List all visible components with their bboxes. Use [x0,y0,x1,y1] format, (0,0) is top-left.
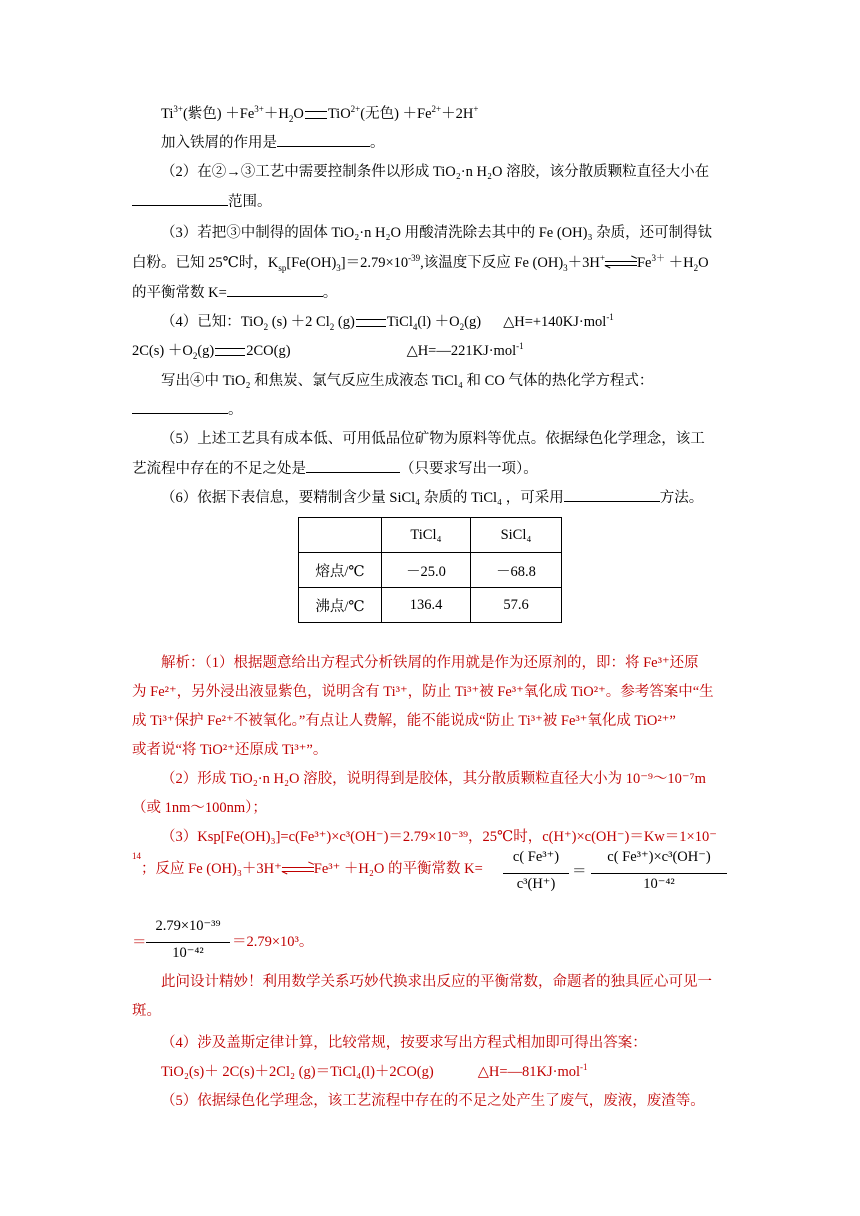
question-3-answer-line [132,282,337,304]
question-2-answer-line [132,191,272,213]
sup: -1 [606,312,614,323]
question-4-prompt: 写出④中 TiO₂ 和焦炭、氯气反应生成液态 TiCl₄ 和 CO 气体的热化学方程式： [161,373,654,389]
fraction-1-denominator: c³(H⁺) [516,876,556,892]
sub: 3 [336,262,341,273]
sup: 14 [132,851,141,862]
analysis-line: （3）Ksp[Fe(OH)₃]=c(Fe³⁺)×c³(OH⁻)＝2.79×10⁻³⁹，25℃时，c(H⁺)×c(OH⁻)＝Kw＝1×10⁻ [161,829,717,845]
fraction-2-bar [591,873,727,874]
table-cell: 沸点/℃ [299,588,382,623]
sup: -1 [516,341,524,352]
text: (g) [334,314,355,330]
fraction-3-bar [146,942,230,943]
sup: -39 [408,253,421,264]
text: ,该温度下反应 Fe (OH) [420,255,564,271]
answer-blank[interactable] [277,132,370,147]
text: △H=+140KJ·mol [503,314,607,330]
question-5-line: （5）上述工艺具有成本低、可用低品位矿物为原料等优点。依据绿色化学理念，该工 [161,431,705,447]
question-6-line [161,487,703,509]
sup: 2+ [431,104,442,115]
equilibrium-arrow-icon [282,865,314,875]
text: △H=—221KJ·mol [406,343,517,359]
text: ]＝2.79×10 [340,255,409,271]
text: 。 [228,402,243,418]
answer-blank[interactable] [564,487,660,502]
question-4-line-2 [132,340,524,362]
question-4-line [161,311,614,333]
text: (g) [197,343,215,359]
fraction-2-denominator: 10⁻⁴² [643,876,675,892]
text: (g) [464,314,482,330]
text: ＋H [263,106,289,122]
text: （4）已知：TiO [161,314,264,330]
text: (s) ＋2 Cl [268,314,330,330]
sub: 2 [192,350,198,361]
sub: 2 [263,321,269,332]
equals-text: ＝ [132,935,147,951]
text: 的平衡常数 K= [132,285,227,301]
text: Fe [636,255,652,271]
analysis-line: 斑。 [132,1003,161,1019]
fraction-1-numerator: c( Fe³⁺) [512,849,560,865]
question-2-line: （2）在②→③工艺中需要控制条件以形成 TiO₂·n H₂O 溶胶，该分散质颗粒直径大小在 [161,164,710,180]
sup: + [473,104,479,115]
text: Ti [161,106,174,122]
sup: 3+ [254,104,264,115]
question-3-line-2 [132,252,709,274]
analysis-line: （2）形成 TiO₂·n H₂O 溶胶，说明得到是胶体，其分散质颗粒直径大小为 10⁻⁹～10⁻⁷m [161,771,706,787]
table-cell: －25.0 [382,553,471,588]
equals-sign [356,319,386,327]
answer-blank[interactable] [132,399,228,414]
text: ＋3H [567,255,600,271]
question-5-answer-line [132,458,538,480]
table-row [299,553,562,588]
table-header-row [299,518,562,553]
text: TiO [327,106,351,122]
table-cell [299,518,382,553]
text: 。 [370,135,385,151]
text: [Fe(OH) [286,255,337,271]
equation-line-1 [161,103,478,125]
fraction-3-denominator: 10⁻⁴² [172,945,204,961]
analysis-line: 解析：（1）根据题意给出方程式分析铁屑的作用就是作为还原剂的，即：将 Fe³⁺还原 [161,655,699,671]
text: 白粉。已知 25℃时，K [132,255,279,271]
text: Fe³⁺ ＋H₂O 的平衡常数 K= [313,861,483,877]
analysis-equation-line [161,1061,588,1083]
sup: 3＋ [651,253,665,264]
text: O [698,255,709,271]
equals-sign [215,348,245,356]
sub: 2 [693,262,699,273]
text: O [293,106,304,122]
answer-blank[interactable] [132,191,228,206]
text: (紫色) ＋Fe [182,106,255,122]
text: ；反应 Fe (OH)₃＋3H⁺ [141,861,282,877]
text: 范围。 [228,194,272,210]
question-3-line: （3）若把③中制得的固体 TiO₂·n H₂O 用酸清洗除去其中的 Fe (OH)₃ 杂质，还可制得钛 [161,225,713,241]
analysis-line: 成 Ti³⁺保护 Fe²⁺不被氧化。”有点让人费解，能不能说成“防止 Ti³⁺被 Fe³⁺氧化成 TiO²⁺” [132,713,676,729]
analysis-equilibrium-line [132,851,483,880]
text: （6）依据下表信息，要精制含少量 SiCl₄ 杂质的 TiCl₄ ，可采用 [161,490,564,506]
table-cell: 熔点/℃ [299,553,382,588]
equals-text: ＝ [572,864,587,880]
sub: 2 [329,321,335,332]
text: 加入铁屑的作用是 [161,135,277,151]
text: 2C(s) ＋O [132,343,193,359]
sup: + [599,253,605,264]
sup: 2+ [350,104,361,115]
text: 。 [322,285,338,301]
sup: -1 [580,1062,588,1073]
answer-blank[interactable] [306,458,400,473]
fraction-3-numerator: 2.79×10⁻³⁹ [155,918,221,934]
text: 方法。 [659,490,704,506]
fraction-2-numerator: c( Fe³⁺)×c³(OH⁻) [607,849,711,865]
table-cell: TiCl₄ [382,518,471,553]
analysis-line: 为 Fe²⁺，另外浸出液显紫色，说明含有 Ti³⁺，防止 Ti³⁺被 Fe³⁺氧化成 TiO²⁺。参考答案中“生 [132,684,714,700]
analysis-line: （4）涉及盖斯定律计算，比较常规，按要求写出方程式相加即可得出答案： [161,1035,647,1051]
analysis-line: （或 1nm～100nm）； [132,800,267,816]
sub: 4 [412,321,418,332]
equals-sign [305,111,327,119]
text: ＋2H [441,106,474,122]
text: (l) ＋O [417,314,460,330]
analysis-line: 或者说“将 TiO²⁺还原成 Ti³⁺”。 [132,742,328,758]
analysis-result: ＝2.79×10³。 [232,934,314,950]
text: 2CO(g) [246,343,291,359]
text: ＋H [668,255,694,271]
sub: 3 [563,262,568,273]
sub: 2 [288,113,294,124]
question-1-answer-line [161,132,385,154]
fraction-1-bar [503,873,569,874]
text: 艺流程中存在的不足之处是 [132,461,306,477]
equilibrium-arrow-icon [605,259,637,269]
table-cell: －68.8 [471,553,562,588]
properties-table [298,517,562,623]
text: TiO₂(s)＋ 2C(s)＋2Cl₂ (g)＝TiCl₄(l)＋2CO(g) [161,1064,434,1080]
text: (无色) ＋Fe [360,106,432,122]
text: △H=—81KJ·mol [477,1064,581,1080]
sub: sp [278,262,287,273]
sup: 3+ [173,104,183,115]
analysis-line: 此问设计精妙！利用数学关系巧妙代换求出反应的平衡常数，命题者的独具匠心可见一 [161,974,712,990]
text: TiCl [386,314,413,330]
table-cell: 57.6 [471,588,562,623]
table-row [299,588,562,623]
answer-blank[interactable] [227,282,323,297]
table-cell: SiCl₄ [471,518,562,553]
question-4-answer-line [132,399,243,421]
table-cell: 136.4 [382,588,471,623]
sub: 2 [459,321,465,332]
text: （只要求写出一项）。 [400,461,538,477]
analysis-line: （5）依据绿色化学理念，该工艺流程中存在的不足之处产生了废气，废液，废渣等。 [161,1093,705,1109]
